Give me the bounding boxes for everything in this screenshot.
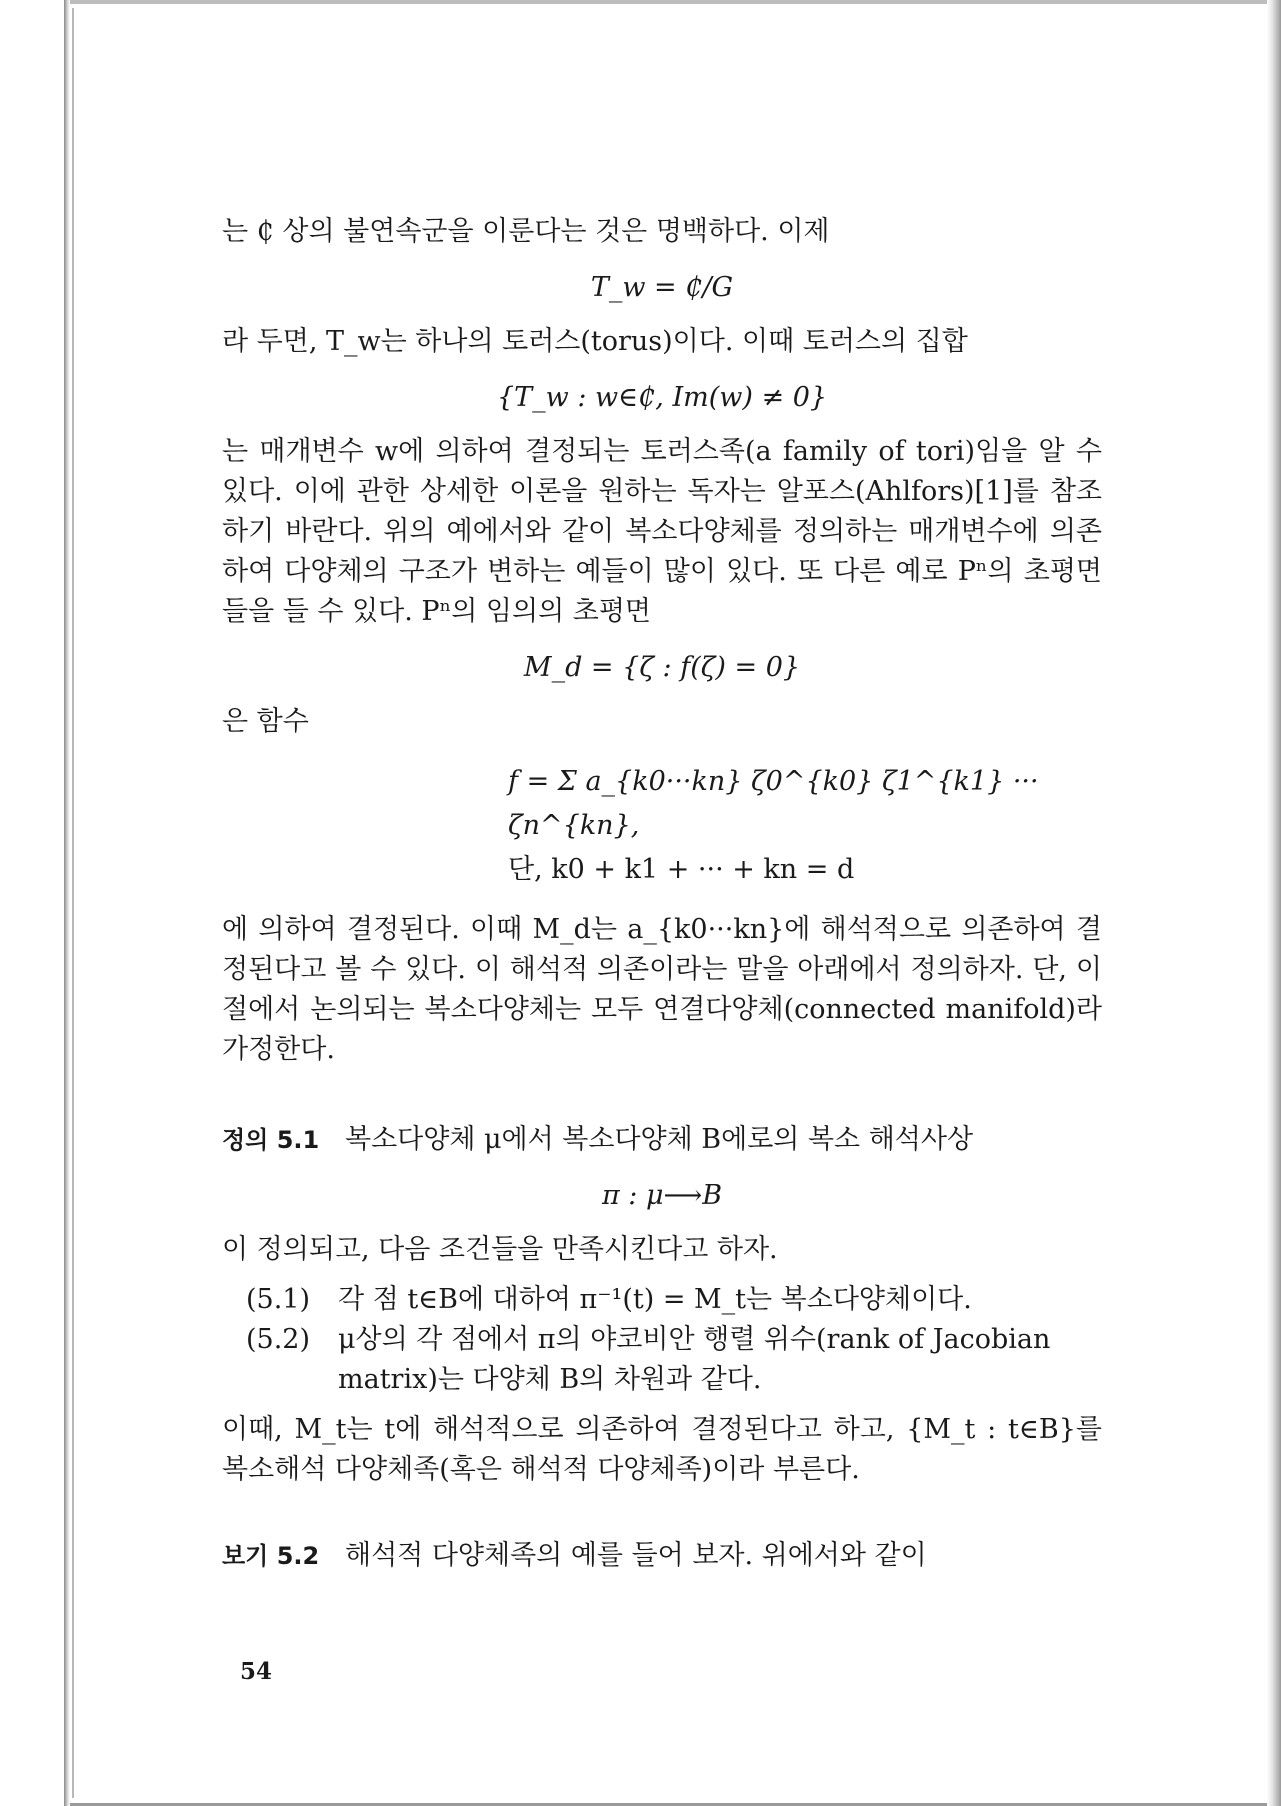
- page-binding-line: [72, 8, 74, 1798]
- condition-item: [246, 1280, 1102, 1320]
- page-body: [222, 212, 1102, 1576]
- page-binding-edge: [64, 0, 70, 1806]
- condition-text: 각 점 t∈B에 대하여 π⁻¹(t) = M_t는 복소다양체이다.: [338, 1284, 972, 1315]
- equation: T_w = ₵/G: [590, 272, 734, 303]
- text-line: 이 정의되고, 다음 조건들을 만족시킨다고 하자.: [222, 1234, 778, 1265]
- equation-condition: 단, k0 + k1 + ··· + kn = d: [508, 854, 855, 885]
- paragraph: 에 의하여 결정된다. 이때 M_d는 a_{k0···kn}에 해석적으로 의존하여 결정된다고 볼 수 있다. 이 해석적 의존이라는 말을 아래에서 정의하자. 단, 이 절에서 논의되는 복소다양체는 모두 연결다양체(connected manifold)라 가정한다.: [222, 914, 1102, 1065]
- equation: π : μ⟶B: [601, 1180, 723, 1211]
- paragraph: 이때, M_t는 t에 해석적으로 의존하여 결정된다고 하고, {M_t : t∈B}를 복소해석 다양체족(혹은 해석적 다양체족)이라 부른다.: [222, 1414, 1102, 1485]
- condition-item: [246, 1320, 1102, 1400]
- page-right-edge: [1267, 0, 1281, 1806]
- equation: f = Σ a_{k0···kn} ζ0^{k0} ζ1^{k1} ··· ζn^{kn},: [508, 766, 1039, 841]
- condition-number: (5.1): [246, 1284, 311, 1315]
- equation: M_d = {ζ : f(ζ) = 0}: [523, 652, 801, 683]
- definition-label: 정의 5.1: [222, 1126, 320, 1154]
- condition-text: μ상의 각 점에서 π의 야코비안 행렬 위수(rank of Jacobian matrix)는 다양체 B의 차원과 같다.: [338, 1324, 1051, 1395]
- equation: {T_w : w∈₵, Im(w) ≠ 0}: [496, 382, 828, 413]
- definition: [222, 1120, 1102, 1160]
- example-label: 보기 5.2: [222, 1542, 320, 1570]
- example-text: 해석적 다양체족의 예를 들어 보자. 위에서와 같이: [345, 1540, 927, 1571]
- equation-block: [222, 760, 1102, 892]
- page-top-edge: [70, 0, 1267, 4]
- text-line: 라 두면, T_w는 하나의 토러스(torus)이다. 이때 토러스의 집합: [222, 326, 968, 357]
- condition-number: (5.2): [246, 1324, 311, 1355]
- paragraph: 는 매개변수 w에 의하여 결정되는 토러스족(a family of tori)임을 알 수 있다. 이에 관한 상세한 이론을 원하는 독자는 알포스(Ahlfors)[1]를 참조하기 바란다. 위의 예에서와 같이 복소다양체를 정의하는 매개변수에 의존하여 다양체의 구조가 변하는 예들이 많이 있다. 또 다른 예로 Pⁿ의 초평면들을 들 수 있다. Pⁿ의 임의의 초평면: [222, 436, 1102, 627]
- definition-text: 복소다양체 μ에서 복소다양체 B에로의 복소 해석사상: [345, 1124, 974, 1155]
- page-number: 54: [240, 1658, 273, 1685]
- text-line: 은 함수: [222, 706, 309, 737]
- text-line: 는 ₵ 상의 불연속군을 이룬다는 것은 명백하다. 이제: [222, 216, 830, 247]
- example: [222, 1536, 1102, 1576]
